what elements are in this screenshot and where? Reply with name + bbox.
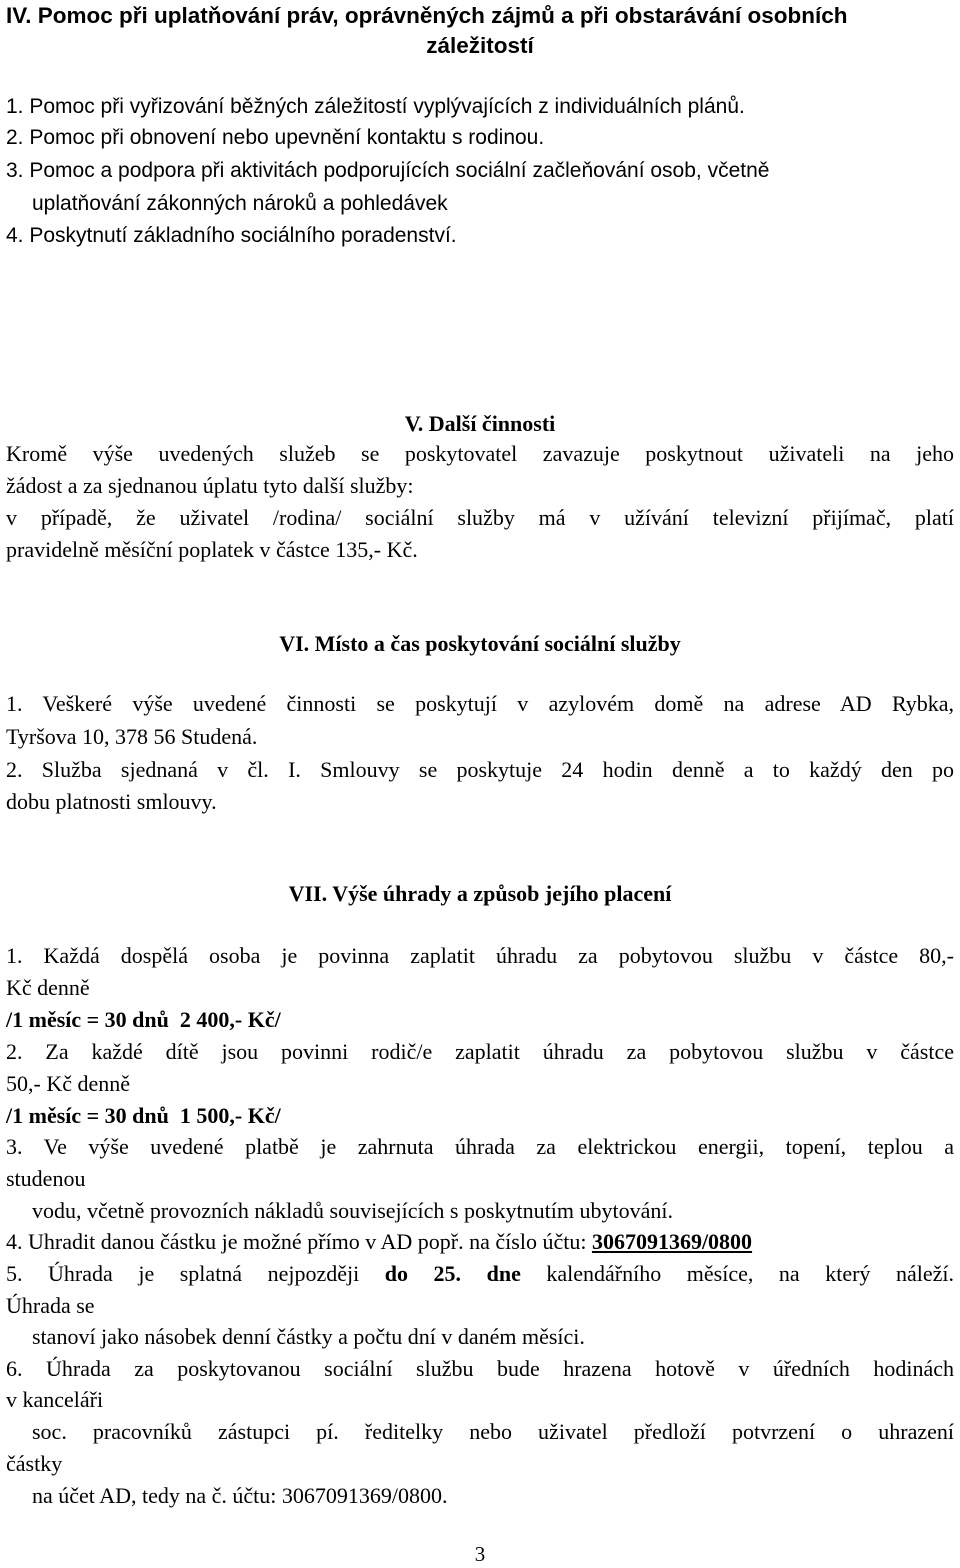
section-7-item-6-line-3: soc. pracovníků zástupci pí. ředitelky nebo uživatel předloží potvrzení o uhrazení [32, 1419, 954, 1444]
section-7-item-1-line-2: Kč denně [6, 975, 90, 1000]
section-7-item-1-monthly: /1 měsíc = 30 dnů 2 400,- Kč/ [6, 1007, 281, 1032]
section-5-title: V. Další činnosti [404, 411, 556, 436]
section-4-item-3-line-2: uplatňování zákonných nároků a pohledávek [32, 192, 448, 215]
section-6-item-1-line-2: Tyršova 10, 378 56 Studená. [6, 724, 258, 749]
section-7-item-5-line-2: Úhrada se [6, 1293, 95, 1318]
section-6-item-2-line-2: dobu platnosti smlouvy. [6, 789, 217, 814]
section-7-item-2-monthly: /1 měsíc = 30 dnů 1 500,- Kč/ [6, 1103, 281, 1128]
section-7-item-1-line-1: 1. Každá dospělá osoba je povinna zaplatit úhradu za pobytovou službu v částce 80,- [6, 943, 954, 968]
section-7-title: VII. Výše úhrady a způsob jejího placení [288, 881, 672, 906]
page-number: 3 [474, 1542, 486, 1566]
section-5-paragraph-1-line-1: Kromě výše uvedených služeb se poskytovatel zavazuje poskytnout uživateli na jeho [6, 441, 954, 466]
section-7-item-2-line-2: 50,- Kč denně [6, 1071, 131, 1096]
section-7-item-6-line-4: částky [6, 1451, 63, 1476]
section-4-title-line-1: IV. Pomoc při uplatňování práv, oprávněných zájmů a při obstarávání osobních [6, 3, 848, 28]
section-7-item-4 [6, 1228, 752, 1256]
account-number: 3067091369/0800 [591, 1229, 753, 1254]
section-7-item-6-line-5: na účet AD, tedy na č. účtu: 3067091369/0800. [32, 1483, 448, 1508]
section-7-item-5-line-3: stanoví jako násobek denní částky a počtu dní v daném měsíci. [32, 1324, 585, 1349]
section-6-item-1-line-1: 1. Veškeré výše uvedené činnosti se poskytují v azylovém domě na adrese AD Rybka, [6, 691, 954, 716]
section-4-item-4: 4. Poskytnutí základního sociálního poradenství. [6, 224, 457, 247]
section-5-paragraph-1-line-2: žádost a za sjednanou úplatu tyto další služby: [6, 473, 414, 498]
section-4-item-3-line-1: 3. Pomoc a podpora při aktivitách podporujících sociální začleňování osob, včetně [6, 159, 770, 182]
section-7-item-3-line-3: vodu, včetně provozních nákladů souvisejících s poskytnutím ubytování. [32, 1198, 673, 1223]
section-6-title: VI. Místo a čas poskytování sociální služby [279, 631, 681, 656]
section-7-item-3-line-1: 3. Ve výše uvedené platbě je zahrnuta úhrada za elektrickou energii, topení, teplou a [6, 1134, 954, 1159]
section-7-item-5-part-2: kalendářního měsíce, na který náleží. [520, 1261, 954, 1286]
section-7-item-5-part-1: 5. Úhrada je splatná nejpozději [6, 1261, 385, 1286]
section-4-title-line-2: záležitostí [426, 33, 534, 58]
section-7-item-6-line-2: v kanceláři [6, 1387, 104, 1412]
section-7-item-6-line-1: 6. Úhrada za poskytovanou sociální službu bude hrazena hotově v úředních hodinách [6, 1356, 954, 1381]
section-7-item-3-line-2: studenou [6, 1166, 86, 1191]
section-7-item-2-line-1: 2. Za každé dítě jsou povinni rodič/e zaplatit úhradu za pobytovou službu v částce [6, 1039, 954, 1064]
section-5-paragraph-2-line-2: pravidelně měsíční poplatek v částce 135,- Kč. [6, 537, 418, 562]
due-date: do 25. dne [384, 1261, 521, 1286]
section-5-paragraph-2-line-1: v případě, že uživatel /rodina/ sociální služby má v užívání televizní přijímač, platí [6, 505, 954, 530]
section-4-item-1: 1. Pomoc při vyřizování běžných záležitostí vyplývajících z individuálních plánů. [6, 95, 745, 118]
section-4-item-2: 2. Pomoc při obnovení nebo upevnění kontaktu s rodinou. [6, 126, 545, 149]
section-7-item-4-text: 4. Uhradit danou částku je možné přímo v AD popř. na číslo účtu: [6, 1229, 592, 1254]
section-7-item-5-line-1 [6, 1260, 954, 1288]
section-6-item-2-line-1: 2. Služba sjednaná v čl. I. Smlouvy se poskytuje 24 hodin denně a to každý den po [6, 757, 954, 782]
